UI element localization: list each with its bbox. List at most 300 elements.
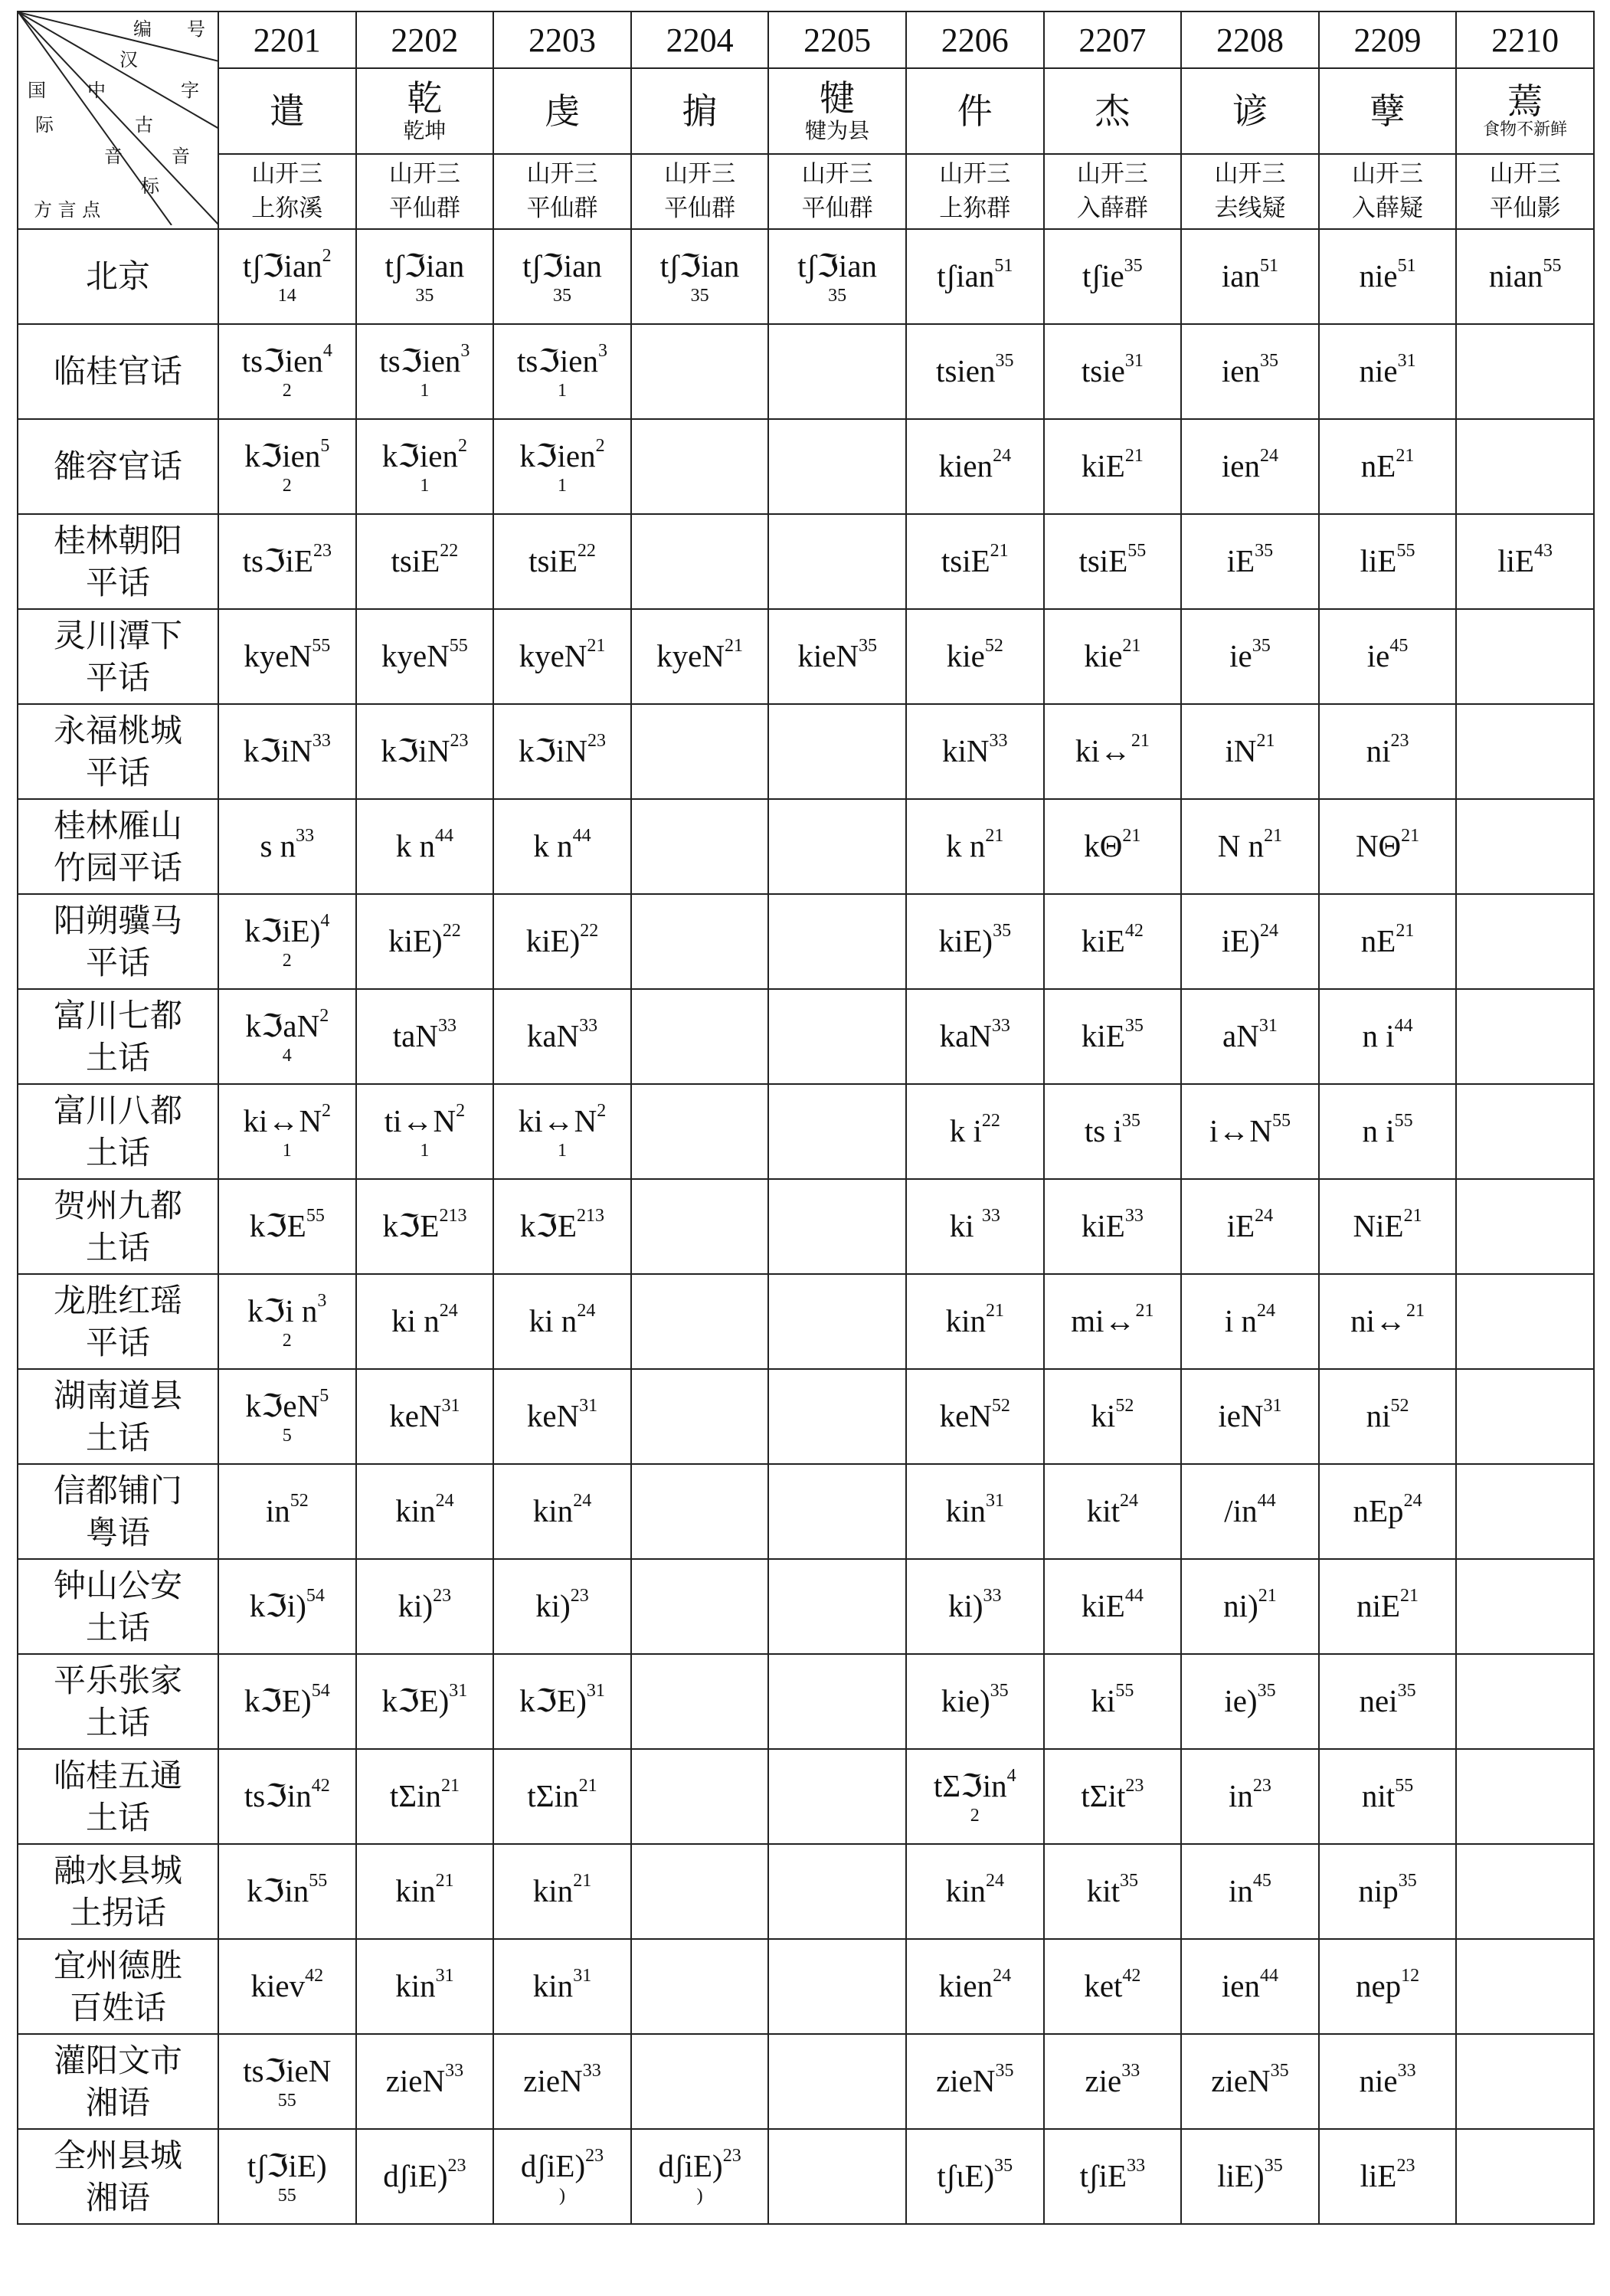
tone-subscript: 1 <box>557 1140 567 1161</box>
pronunciation-cell <box>356 1939 494 2034</box>
tone-superscript: 23 <box>585 2146 604 2167</box>
middle-chinese-initial: 上狝溪 <box>251 195 323 222</box>
tone-superscript: 55 <box>1127 541 1147 562</box>
tone-superscript: 54 <box>311 1681 330 1702</box>
pronunciation-cell <box>1181 989 1319 1084</box>
tone-superscript: 31 <box>1124 351 1144 372</box>
column-character: 杰 <box>1095 90 1131 132</box>
middle-chinese-rhyme: 山开三 <box>1076 160 1148 188</box>
tone-superscript: 24 <box>577 1301 596 1322</box>
pronunciation-text: kℑaN <box>245 1008 320 1044</box>
pronunciation-cell <box>768 1939 906 2034</box>
pronunciation-text: tʃℑian <box>659 248 740 284</box>
tone-superscript: 22 <box>442 921 461 942</box>
pronunciation-wrap <box>533 1873 591 1908</box>
pronunciation-text: tʃℑian <box>522 248 602 284</box>
pronunciation-cell <box>1044 2034 1182 2129</box>
pronunciation-wrap <box>936 353 1013 388</box>
pronunciation-wrap <box>1082 353 1144 388</box>
tone-superscript: 21 <box>587 636 606 657</box>
pronunciation-cell <box>1181 2034 1319 2129</box>
pronunciation-wrap <box>936 2063 1013 2098</box>
pronunciation-cell <box>1181 1274 1319 1369</box>
pronunciation-text: n i <box>1362 1113 1395 1149</box>
pronunciation-wrap <box>797 638 877 673</box>
pronunciation-wrap <box>1227 1208 1273 1243</box>
tone-superscript: 33 <box>989 731 1008 752</box>
pronunciation-text: in <box>1229 1778 1253 1814</box>
tone-superscript: 33 <box>582 2061 601 2081</box>
column-number: 2210 <box>1491 21 1559 59</box>
tone-superscript: 35 <box>1124 256 1143 277</box>
dialect-row <box>18 1274 1594 1369</box>
pronunciation-wrap <box>393 1018 456 1053</box>
pronunciation-text: tsℑien <box>379 343 461 379</box>
pronunciation-wrap <box>390 1778 460 1813</box>
pronunciation-cell <box>1319 229 1457 324</box>
corner-label-zhonggu-2: 古 <box>135 114 153 136</box>
pronunciation-wrap <box>519 638 606 673</box>
pronunciation-cell <box>631 1559 769 1654</box>
pronunciation-text: kℑE <box>382 1208 440 1244</box>
column-char-cell <box>631 68 769 154</box>
pronunciation-cell <box>218 609 356 704</box>
middle-chinese-initial: 平仙群 <box>388 195 460 222</box>
pronunciation-cell <box>1181 1559 1319 1654</box>
pronunciation-cell <box>356 1179 494 1274</box>
tone-superscript: 51 <box>1397 256 1416 277</box>
pronunciation-cell <box>218 1654 356 1749</box>
pronunciation-wrap <box>1222 1018 1278 1053</box>
pronunciation-wrap <box>942 733 1008 768</box>
pronunciation-text: kiE <box>1081 1208 1125 1244</box>
pronunciation-cell <box>1456 1749 1594 1844</box>
dialect-place-name-line: 湖南道县 <box>53 1376 182 1414</box>
tone-superscript: 55 <box>1394 1111 1413 1132</box>
pronunciation-text: ki <box>1091 1683 1116 1719</box>
tone-superscript: 21 <box>1401 826 1420 847</box>
dialect-row <box>18 609 1594 704</box>
pronunciation-text: kit <box>1086 1493 1120 1529</box>
dialect-place-name-line: 粤语 <box>85 1514 150 1551</box>
tone-subscript: 35 <box>552 285 571 306</box>
pronunciation-text: nit <box>1361 1778 1396 1814</box>
pronunciation-wrap <box>527 1778 597 1813</box>
pronunciation-cell <box>356 2129 494 2224</box>
dialect-place-name-line: 桂林雁山 <box>53 806 182 844</box>
pronunciation-wrap <box>386 2063 463 2098</box>
dialect-place-name-line: 钟山公安 <box>53 1566 182 1604</box>
pronunciation-wrap <box>1353 1208 1422 1243</box>
pronunciation-cell <box>1044 1274 1182 1369</box>
pronunciation-wrap <box>1227 543 1273 578</box>
column-character: 掮 <box>682 90 718 132</box>
pronunciation-cell <box>1044 229 1182 324</box>
tone-superscript: 33 <box>579 1016 598 1037</box>
pronunciation-wrap <box>1222 353 1278 388</box>
tone-superscript: 24 <box>1260 446 1278 467</box>
tone-superscript: 33 <box>991 1016 1010 1037</box>
dialect-place-name-line: 平乐张家 <box>53 1661 182 1699</box>
pronunciation-wrap <box>1366 1398 1409 1433</box>
dialect-place-name-line: 雒容官话 <box>53 447 182 486</box>
pronunciation-cell <box>493 704 631 799</box>
pronunciation-cell <box>493 2129 631 2224</box>
pronunciation-cell <box>768 894 906 989</box>
pronunciation-wrap <box>243 2053 331 2088</box>
dialect-row <box>18 989 1594 1084</box>
middle-chinese-initial: 平仙影 <box>1489 195 1561 222</box>
tone-superscript: 24 <box>573 1491 592 1512</box>
tone-superscript: 23 <box>722 2146 741 2167</box>
pronunciation-text: tʃℑiE) <box>247 2148 327 2184</box>
tone-superscript: 42 <box>1122 1966 1141 1986</box>
pronunciation-text: k n <box>946 828 986 864</box>
pronunciation-cell <box>1456 799 1594 894</box>
dialect-row <box>18 1749 1594 1844</box>
pronunciation-wrap <box>395 1968 453 2003</box>
dialect-place-cell <box>18 1749 218 1844</box>
pronunciation-text: k n <box>533 828 573 864</box>
middle-chinese-initial: 入薛群 <box>1076 195 1148 222</box>
tone-superscript: 35 <box>993 921 1012 942</box>
pronunciation-text: kyeN <box>244 638 313 674</box>
tone-subscript: 35 <box>828 285 847 306</box>
pronunciation-cell <box>356 1369 494 1464</box>
tone-superscript: 24 <box>1257 1301 1276 1322</box>
pronunciation-wrap <box>1367 638 1409 673</box>
tone-superscript: 55 <box>306 1206 325 1227</box>
pronunciation-wrap <box>385 248 465 283</box>
column-character: 谚 <box>1232 90 1268 132</box>
dialect-row <box>18 1844 1594 1939</box>
pronunciation-text: NiE <box>1353 1208 1404 1244</box>
dialect-row <box>18 2034 1594 2129</box>
pronunciation-wrap <box>1091 1398 1134 1433</box>
column-char-cell <box>1456 68 1594 154</box>
pronunciation-wrap <box>1218 828 1282 863</box>
pronunciation-text: tʃiE <box>1079 2158 1127 2194</box>
pronunciation-cell <box>218 1274 356 1369</box>
tone-subscript: 1 <box>557 380 567 401</box>
pronunciation-text: kℑE) <box>519 1683 587 1719</box>
pronunciation-text: N n <box>1217 828 1265 864</box>
column-character: 遣 <box>269 90 305 132</box>
tone-superscript: 4 <box>320 911 330 932</box>
pronunciation-text: ni) <box>1223 1588 1258 1624</box>
pronunciation-cell <box>768 704 906 799</box>
tone-superscript: 23 <box>450 731 469 752</box>
pronunciation-wrap <box>244 438 329 473</box>
pronunciation-cell <box>1319 1179 1457 1274</box>
pronunciation-wrap <box>941 1683 1009 1718</box>
pronunciation-text: i n <box>1224 1303 1258 1339</box>
pronunciation-text: nian <box>1488 258 1543 294</box>
dialect-place-name-line: 土话 <box>85 1799 150 1836</box>
tone-superscript: 21 <box>990 541 1009 562</box>
pronunciation-cell <box>1044 514 1182 609</box>
tone-superscript: 35 <box>1264 2156 1283 2176</box>
pronunciation-text: tsiE <box>941 543 990 579</box>
pronunciation-cell <box>906 1464 1044 1559</box>
pronunciation-wrap <box>527 1018 597 1053</box>
pronunciation-cell <box>218 1369 356 1464</box>
tone-superscript: 2 <box>595 436 605 457</box>
pronunciation-cell <box>218 1559 356 1654</box>
pronunciation-cell <box>356 2034 494 2129</box>
pronunciation-text: kin <box>945 1493 986 1529</box>
column-number: 2202 <box>391 21 459 59</box>
pronunciation-cell <box>1181 324 1319 419</box>
pronunciation-wrap <box>517 343 607 378</box>
dialect-place-name-line: 百姓话 <box>69 1989 166 2026</box>
tone-subscript: 2 <box>282 380 292 401</box>
pronunciation-cell <box>218 1939 356 2034</box>
pronunciation-cell <box>356 1464 494 1559</box>
pronunciation-cell <box>1319 1464 1457 1559</box>
pronunciation-cell <box>1181 419 1319 514</box>
pronunciation-cell <box>493 514 631 609</box>
pronunciation-text: kℑien <box>381 438 458 474</box>
pronunciation-cell <box>493 229 631 324</box>
tone-superscript: 44 <box>1260 1966 1278 1986</box>
tone-superscript: 24 <box>1403 1491 1422 1512</box>
tone-subscript: 1 <box>420 475 430 496</box>
pronunciation-text: kℑien <box>244 438 321 474</box>
pronunciation-wrap <box>1222 258 1278 293</box>
corner-label-yinbiao-1: 音 <box>104 146 123 167</box>
pronunciation-text: taN <box>392 1018 438 1054</box>
tone-superscript: 54 <box>306 1586 325 1607</box>
pronunciation-text: keN <box>526 1398 580 1434</box>
pronunciation-cell <box>906 894 1044 989</box>
pronunciation-text: tʃian <box>937 258 995 294</box>
pronunciation-cell <box>768 799 906 894</box>
pronunciation-cell <box>768 1559 906 1654</box>
tone-superscript: 31 <box>985 1491 1004 1512</box>
column-number-cell <box>906 11 1044 68</box>
pronunciation-cell <box>906 1369 1044 1464</box>
dialect-row <box>18 894 1594 989</box>
pronunciation-text: tsiE <box>528 543 578 579</box>
pronunciation-cell <box>356 1749 494 1844</box>
pronunciation-cell <box>1456 609 1594 704</box>
middle-chinese-initial: 平仙群 <box>526 195 598 222</box>
pronunciation-cell <box>1181 1179 1319 1274</box>
tone-superscript: 31 <box>1258 1016 1278 1037</box>
pronunciation-text: tsℑien <box>241 343 323 379</box>
pronunciation-cell <box>906 1654 1044 1749</box>
pronunciation-cell <box>493 609 631 704</box>
dialect-place-cell <box>18 1654 218 1749</box>
pronunciation-cell <box>1319 1369 1457 1464</box>
middle-chinese-rhyme: 山开三 <box>1352 160 1424 188</box>
dialect-row <box>18 1559 1594 1654</box>
middle-chinese-rhyme: 山开三 <box>939 160 1011 188</box>
pronunciation-wrap <box>1091 1683 1134 1718</box>
pronunciation-cell <box>1044 894 1182 989</box>
pronunciation-cell <box>1456 1274 1594 1369</box>
pronunciation-cell <box>631 989 769 1084</box>
pronunciation-text: liE <box>1497 543 1535 579</box>
tone-superscript: 21 <box>573 1871 592 1891</box>
tone-superscript: 35 <box>990 1681 1009 1702</box>
pronunciation-cell <box>906 1939 1044 2034</box>
pronunciation-text: keN <box>939 1398 992 1434</box>
pronunciation-cell <box>1456 1939 1594 2034</box>
middle-chinese-rhyme: 山开三 <box>1489 160 1561 188</box>
pronunciation-cell <box>493 1084 631 1179</box>
header-number-row <box>18 11 1594 68</box>
pronunciation-cell <box>1181 1084 1319 1179</box>
column-number: 2208 <box>1216 21 1284 59</box>
dialect-place-name-line: 土拐话 <box>69 1894 166 1931</box>
pronunciation-wrap <box>1225 1303 1275 1338</box>
pronunciation-cell <box>906 229 1044 324</box>
tone-superscript: 21 <box>1403 1206 1422 1227</box>
tone-superscript: 33 <box>437 1016 456 1037</box>
pronunciation-cell <box>493 1274 631 1369</box>
middle-chinese-rhyme: 山开三 <box>664 160 736 188</box>
tone-subscript: 1 <box>420 1140 430 1161</box>
pronunciation-wrap <box>519 1683 605 1718</box>
tone-superscript: 55 <box>449 636 468 657</box>
pronunciation-wrap <box>260 828 314 863</box>
pronunciation-cell <box>1456 1654 1594 1749</box>
pronunciation-cell <box>768 2034 906 2129</box>
tone-subscript: 2 <box>282 950 292 971</box>
pronunciation-text: kin <box>395 1493 436 1529</box>
pronunciation-wrap <box>519 1103 607 1138</box>
pronunciation-wrap <box>937 258 1013 293</box>
column-char-cell <box>768 68 906 154</box>
pronunciation-cell <box>218 1084 356 1179</box>
tone-superscript: 33 <box>981 1206 1000 1227</box>
tone-superscript: 21 <box>440 1776 460 1797</box>
pronunciation-wrap <box>1362 1113 1412 1148</box>
pronunciation-wrap <box>937 2158 1013 2193</box>
pronunciation-text: tʃie <box>1082 258 1124 294</box>
pronunciation-cell <box>906 324 1044 419</box>
dialect-place-name-line: 阳朔骥马 <box>53 901 182 939</box>
pronunciation-text: kiE) <box>938 923 993 959</box>
pronunciation-cell <box>768 324 906 419</box>
pronunciation-cell <box>906 704 1044 799</box>
pronunciation-text: kℑi n <box>247 1293 318 1329</box>
pronunciation-cell <box>1319 2129 1457 2224</box>
pronunciation-wrap <box>1361 448 1415 483</box>
corner-label-zhonggu-1: 中 <box>87 80 106 101</box>
pronunciation-cell <box>906 419 1044 514</box>
pronunciation-text: i↔N <box>1209 1113 1272 1149</box>
tone-superscript: 24 <box>435 1491 454 1512</box>
tone-superscript: 35 <box>1121 1111 1140 1132</box>
tone-superscript: 52 <box>1115 1396 1134 1417</box>
column-middle-chinese-cell <box>1181 154 1319 229</box>
pronunciation-text: kℑE) <box>381 1683 450 1719</box>
pronunciation-text: /in <box>1224 1493 1258 1529</box>
pronunciation-text: ien <box>1221 353 1260 389</box>
dialect-place-name-line: 灌阳文市 <box>53 2041 182 2079</box>
pronunciation-wrap <box>242 343 332 378</box>
tone-superscript: 21 <box>1396 921 1415 942</box>
pronunciation-cell <box>218 1464 356 1559</box>
dialect-place-cell <box>18 799 218 894</box>
pronunciation-text: kℑiN <box>381 733 450 769</box>
tone-superscript: 35 <box>1260 351 1278 372</box>
pronunciation-text: ki↔ <box>1075 733 1131 769</box>
pronunciation-cell <box>1181 704 1319 799</box>
pronunciation-wrap <box>660 248 740 283</box>
dialect-place-cell <box>18 989 218 1084</box>
pronunciation-wrap <box>1360 353 1416 388</box>
pronunciation-cell <box>1319 1559 1457 1654</box>
pronunciation-cell <box>1044 1844 1182 1939</box>
tone-superscript: 43 <box>1534 541 1553 562</box>
pronunciation-text: tsiE <box>391 543 440 579</box>
column-number: 2209 <box>1353 21 1422 59</box>
dialect-place-name-line: 土话 <box>85 1704 150 1741</box>
tone-subscript: 2 <box>282 1330 292 1351</box>
pronunciation-text: ki <box>1091 1398 1116 1434</box>
pronunciation-cell <box>356 1559 494 1654</box>
pronunciation-cell <box>1456 1084 1594 1179</box>
corner-label-fangyandian: 方 言 点 <box>34 199 101 221</box>
pronunciation-cell <box>356 704 494 799</box>
pronunciation-text: ni <box>1366 733 1391 769</box>
pronunciation-text: ie <box>1229 638 1252 674</box>
pronunciation-text: s n <box>260 828 296 864</box>
pronunciation-wrap <box>244 638 330 673</box>
pronunciation-cell <box>631 1179 769 1274</box>
pronunciation-text: tʃℑian <box>242 248 322 284</box>
tone-superscript: 2 <box>322 246 332 267</box>
dialect-row <box>18 419 1594 514</box>
pronunciation-text: tΣin <box>527 1778 579 1814</box>
pronunciation-wrap <box>533 1493 591 1528</box>
pronunciation-cell <box>1181 894 1319 989</box>
pronunciation-text: zieN <box>523 2063 583 2099</box>
dialect-row <box>18 514 1594 609</box>
pronunciation-wrap <box>656 638 743 673</box>
pronunciation-cell <box>493 1464 631 1559</box>
column-middle-chinese-cell <box>1044 154 1182 229</box>
pronunciation-cell <box>1319 799 1457 894</box>
pronunciation-wrap <box>1362 1778 1413 1813</box>
pronunciation-wrap <box>1222 923 1278 958</box>
pronunciation-cell <box>631 1939 769 2034</box>
dialect-place-name-line: 湘语 <box>85 2084 150 2121</box>
pronunciation-cell <box>1181 799 1319 894</box>
pronunciation-text: ian <box>1221 258 1260 294</box>
pronunciation-cell <box>218 2034 356 2129</box>
column-char-cell <box>1044 68 1182 154</box>
pronunciation-text: tsℑiE <box>242 543 313 579</box>
pronunciation-text: in <box>1229 1873 1253 1909</box>
pronunciation-wrap <box>385 1103 465 1138</box>
pronunciation-wrap <box>1084 638 1140 673</box>
pronunciation-text: tsie <box>1081 353 1125 389</box>
pronunciation-cell <box>218 514 356 609</box>
column-char-cell <box>1319 68 1457 154</box>
dialect-place-name-line: 富川八都 <box>53 1091 182 1129</box>
tone-superscript: 21 <box>1258 1586 1277 1607</box>
pronunciation-wrap <box>938 923 1011 958</box>
pronunciation-wrap <box>244 733 331 768</box>
tone-superscript: 23 <box>1125 1776 1144 1797</box>
pronunciation-cell <box>768 2129 906 2224</box>
dialect-place-name-line: 北京 <box>85 257 150 296</box>
